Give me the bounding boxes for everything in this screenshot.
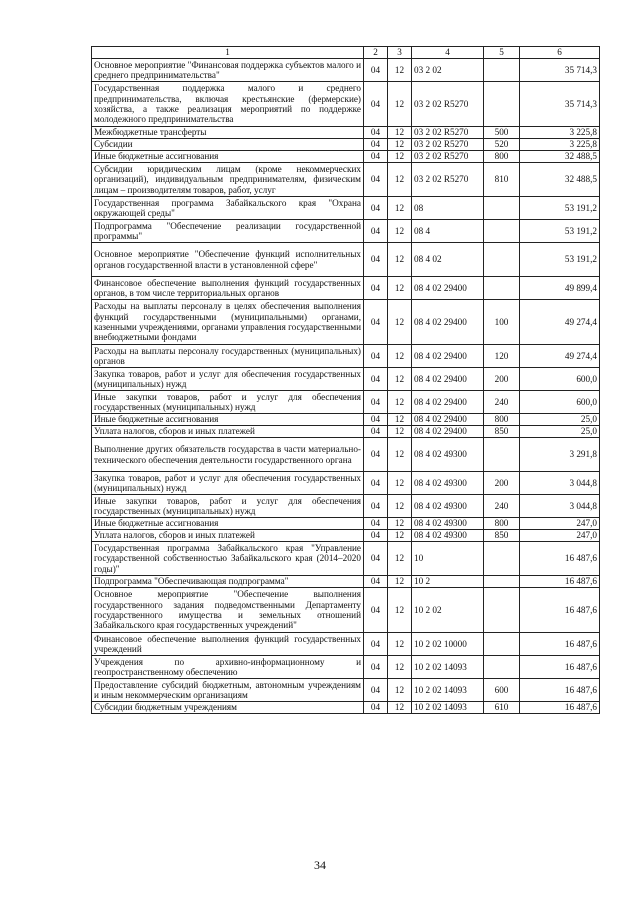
- budget-table: [91, 46, 600, 714]
- expense-type-cell: 610: [484, 702, 520, 714]
- amount-cell: 16 487,6: [520, 679, 600, 702]
- expense-type-cell: [484, 656, 520, 679]
- row-name-cell: Иные бюджетные ассигнования: [92, 414, 364, 426]
- target-code-cell: 08 4 02: [412, 243, 484, 277]
- amount-cell: 3 044,8: [520, 472, 600, 495]
- amount-cell: 53 191,2: [520, 243, 600, 277]
- subsection-cell: 12: [388, 414, 412, 426]
- column-header: 1: [92, 47, 364, 59]
- expense-type-cell: [484, 243, 520, 277]
- section-cell: 04: [364, 127, 388, 139]
- table-row: [92, 220, 600, 243]
- target-code-cell: 10: [412, 542, 484, 576]
- amount-cell: 247,0: [520, 518, 600, 530]
- row-name-cell: Субсидии юридическим лицам (кроме некоммерческих организаций), индивидуальным предпринимателям, физическим лицам – производителям товаров, работ, услуг: [92, 163, 364, 197]
- table-row: [92, 518, 600, 530]
- expense-type-cell: 800: [484, 518, 520, 530]
- table-row: [92, 679, 600, 702]
- table-row: [92, 588, 600, 633]
- amount-cell: 32 488,5: [520, 163, 600, 197]
- expense-type-cell: 600: [484, 679, 520, 702]
- subsection-cell: 12: [388, 197, 412, 220]
- amount-cell: 600,0: [520, 391, 600, 414]
- row-name-cell: Субсидии: [92, 139, 364, 151]
- subsection-cell: 12: [388, 588, 412, 633]
- expense-type-cell: [484, 576, 520, 588]
- expense-type-cell: 800: [484, 414, 520, 426]
- table-row: [92, 391, 600, 414]
- amount-cell: 600,0: [520, 368, 600, 391]
- subsection-cell: 12: [388, 277, 412, 300]
- expense-type-cell: [484, 542, 520, 576]
- target-code-cell: 03 2 02 R5270: [412, 151, 484, 163]
- subsection-cell: 12: [388, 426, 412, 438]
- target-code-cell: 03 2 02 R5270: [412, 163, 484, 197]
- amount-cell: 16 487,6: [520, 702, 600, 714]
- amount-cell: 25,0: [520, 414, 600, 426]
- row-name-cell: Иные бюджетные ассигнования: [92, 151, 364, 163]
- subsection-cell: 12: [388, 576, 412, 588]
- section-cell: 04: [364, 345, 388, 368]
- row-name-cell: Иные закупки товаров, работ и услуг для обеспечения государственных (муниципальных) нужд: [92, 391, 364, 414]
- section-cell: 04: [364, 220, 388, 243]
- row-name-cell: Иные закупки товаров, работ и услуг для обеспечения государственных (муниципальных) нужд: [92, 495, 364, 518]
- section-cell: 04: [364, 426, 388, 438]
- subsection-cell: 12: [388, 495, 412, 518]
- row-name-cell: Учреждения по архивно-информационному и геопространственному обеспечению: [92, 656, 364, 679]
- subsection-cell: 12: [388, 656, 412, 679]
- row-name-cell: Основное мероприятие "Обеспечение функций исполнительных органов государственной власти в установленной сфере": [92, 243, 364, 277]
- subsection-cell: 12: [388, 139, 412, 151]
- section-cell: 04: [364, 472, 388, 495]
- expense-type-cell: 100: [484, 300, 520, 345]
- target-code-cell: 08 4 02 49300: [412, 530, 484, 542]
- row-name-cell: Закупка товаров, работ и услуг для обеспечения государственных (муниципальных) нужд: [92, 368, 364, 391]
- row-name-cell: Государственная программа Забайкальского края "Управление государственной собственностью Забайкальского края (2014–2020 годы)": [92, 542, 364, 576]
- page-number: 34: [314, 858, 326, 872]
- column-header: 3: [388, 47, 412, 59]
- expense-type-cell: [484, 438, 520, 472]
- subsection-cell: 12: [388, 702, 412, 714]
- amount-cell: 32 488,5: [520, 151, 600, 163]
- column-header: 6: [520, 47, 600, 59]
- table-row: [92, 542, 600, 576]
- expense-type-cell: 850: [484, 426, 520, 438]
- target-code-cell: 08 4 02 49300: [412, 518, 484, 530]
- target-code-cell: 03 2 02 R5270: [412, 82, 484, 127]
- expense-type-cell: [484, 197, 520, 220]
- row-name-cell: Основное мероприятие "Финансовая поддержка субъектов малого и среднего предпринимательства": [92, 59, 364, 82]
- section-cell: 04: [364, 679, 388, 702]
- row-name-cell: Расходы на выплаты персоналу в целях обеспечения выполнения функций государственными (муниципальными) органами, казенными учреждениями, органами управления государственными внебюджетными фондами: [92, 300, 364, 345]
- amount-cell: 49 274,4: [520, 345, 600, 368]
- section-cell: 04: [364, 542, 388, 576]
- expense-type-cell: [484, 633, 520, 656]
- expense-type-cell: 240: [484, 495, 520, 518]
- table-row: [92, 495, 600, 518]
- subsection-cell: 12: [388, 472, 412, 495]
- amount-cell: 3 291,8: [520, 438, 600, 472]
- target-code-cell: 10 2 02 14093: [412, 656, 484, 679]
- amount-cell: 3 044,8: [520, 495, 600, 518]
- section-cell: 04: [364, 518, 388, 530]
- target-code-cell: 03 2 02 R5270: [412, 139, 484, 151]
- section-cell: 04: [364, 163, 388, 197]
- subsection-cell: 12: [388, 300, 412, 345]
- target-code-cell: 10 2 02 14093: [412, 679, 484, 702]
- row-name-cell: Иные бюджетные ассигнования: [92, 518, 364, 530]
- amount-cell: 16 487,6: [520, 542, 600, 576]
- table-row: [92, 633, 600, 656]
- row-name-cell: Государственная поддержка малого и среднего предпринимательства, включая крестьянские (фермерские) хозяйства, а также реализация мероприятий по поддержке молодежного предпринимательства: [92, 82, 364, 127]
- amount-cell: 16 487,6: [520, 633, 600, 656]
- row-name-cell: Финансовое обеспечение выполнения функций государственных органов, в том числе территориальных органов: [92, 277, 364, 300]
- target-code-cell: 08 4 02 49300: [412, 472, 484, 495]
- section-cell: 04: [364, 151, 388, 163]
- row-name-cell: Уплата налогов, сборов и иных платежей: [92, 426, 364, 438]
- target-code-cell: 10 2 02 10000: [412, 633, 484, 656]
- amount-cell: 16 487,6: [520, 576, 600, 588]
- section-cell: 04: [364, 576, 388, 588]
- row-name-cell: Основное мероприятие "Обеспечение выполнения государственного задания подведомственными Департаменту государственного имущества и земельных отношений Забайкальского края государственных учреждений": [92, 588, 364, 633]
- table-row: [92, 576, 600, 588]
- subsection-cell: 12: [388, 679, 412, 702]
- subsection-cell: 12: [388, 345, 412, 368]
- target-code-cell: 08: [412, 197, 484, 220]
- subsection-cell: 12: [388, 220, 412, 243]
- table-row: [92, 243, 600, 277]
- table-row: [92, 702, 600, 714]
- target-code-cell: 08 4 02 29400: [412, 368, 484, 391]
- subsection-cell: 12: [388, 127, 412, 139]
- target-code-cell: 08 4 02 29400: [412, 391, 484, 414]
- expense-type-cell: 500: [484, 127, 520, 139]
- subsection-cell: 12: [388, 438, 412, 472]
- expense-type-cell: [484, 220, 520, 243]
- section-cell: 04: [364, 633, 388, 656]
- expense-type-cell: 120: [484, 345, 520, 368]
- subsection-cell: 12: [388, 82, 412, 127]
- column-header: 5: [484, 47, 520, 59]
- target-code-cell: 08 4 02 49300: [412, 495, 484, 518]
- table-row: [92, 345, 600, 368]
- row-name-cell: Предоставление субсидий бюджетным, автономным учреждениям и иным некоммерческим организациям: [92, 679, 364, 702]
- amount-cell: 25,0: [520, 426, 600, 438]
- subsection-cell: 12: [388, 518, 412, 530]
- table-header-row: [92, 47, 600, 59]
- section-cell: 04: [364, 391, 388, 414]
- row-name-cell: Уплата налогов, сборов и иных платежей: [92, 530, 364, 542]
- section-cell: 04: [364, 300, 388, 345]
- section-cell: 04: [364, 82, 388, 127]
- section-cell: 04: [364, 414, 388, 426]
- target-code-cell: 08 4 02 29400: [412, 300, 484, 345]
- row-name-cell: Межбюджетные трансферты: [92, 127, 364, 139]
- amount-cell: 16 487,6: [520, 656, 600, 679]
- table-row: [92, 300, 600, 345]
- row-name-cell: Подпрограмма "Обеспечивающая подпрограмма": [92, 576, 364, 588]
- subsection-cell: 12: [388, 633, 412, 656]
- amount-cell: 3 225,8: [520, 127, 600, 139]
- row-name-cell: Субсидии бюджетным учреждениям: [92, 702, 364, 714]
- expense-type-cell: [484, 588, 520, 633]
- subsection-cell: 12: [388, 59, 412, 82]
- table-row: [92, 277, 600, 300]
- expense-type-cell: [484, 59, 520, 82]
- subsection-cell: 12: [388, 151, 412, 163]
- section-cell: 04: [364, 588, 388, 633]
- subsection-cell: 12: [388, 243, 412, 277]
- section-cell: 04: [364, 197, 388, 220]
- table-row: [92, 127, 600, 139]
- target-code-cell: 10 2 02 14093: [412, 702, 484, 714]
- table-row: [92, 426, 600, 438]
- expense-type-cell: 200: [484, 368, 520, 391]
- amount-cell: 3 225,8: [520, 139, 600, 151]
- table-row: [92, 59, 600, 82]
- amount-cell: 49 274,4: [520, 300, 600, 345]
- table-row: [92, 530, 600, 542]
- table-row: [92, 656, 600, 679]
- amount-cell: 49 899,4: [520, 277, 600, 300]
- table-body: [92, 59, 600, 714]
- section-cell: 04: [364, 139, 388, 151]
- target-code-cell: 10 2: [412, 576, 484, 588]
- subsection-cell: 12: [388, 542, 412, 576]
- expense-type-cell: 520: [484, 139, 520, 151]
- table-row: [92, 139, 600, 151]
- expense-type-cell: 810: [484, 163, 520, 197]
- table-row: [92, 368, 600, 391]
- row-name-cell: Расходы на выплаты персоналу государственных (муниципальных) органов: [92, 345, 364, 368]
- table-row: [92, 151, 600, 163]
- table-row: [92, 197, 600, 220]
- section-cell: 04: [364, 438, 388, 472]
- row-name-cell: Финансовое обеспечение выполнения функций государственных учреждений: [92, 633, 364, 656]
- column-header: 4: [412, 47, 484, 59]
- section-cell: 04: [364, 656, 388, 679]
- amount-cell: 35 714,3: [520, 82, 600, 127]
- target-code-cell: 08 4 02 49300: [412, 438, 484, 472]
- expense-type-cell: 800: [484, 151, 520, 163]
- section-cell: 04: [364, 277, 388, 300]
- table-row: [92, 472, 600, 495]
- column-header: 2: [364, 47, 388, 59]
- target-code-cell: 03 2 02 R5270: [412, 127, 484, 139]
- table-row: [92, 438, 600, 472]
- table-row: [92, 414, 600, 426]
- target-code-cell: 08 4 02 29400: [412, 345, 484, 368]
- expense-type-cell: [484, 277, 520, 300]
- amount-cell: 35 714,3: [520, 59, 600, 82]
- expense-type-cell: 850: [484, 530, 520, 542]
- subsection-cell: 12: [388, 368, 412, 391]
- target-code-cell: 08 4 02 29400: [412, 426, 484, 438]
- section-cell: 04: [364, 59, 388, 82]
- table-row: [92, 82, 600, 127]
- target-code-cell: 08 4: [412, 220, 484, 243]
- subsection-cell: 12: [388, 391, 412, 414]
- section-cell: 04: [364, 368, 388, 391]
- subsection-cell: 12: [388, 530, 412, 542]
- expense-type-cell: [484, 82, 520, 127]
- section-cell: 04: [364, 243, 388, 277]
- amount-cell: 247,0: [520, 530, 600, 542]
- section-cell: 04: [364, 530, 388, 542]
- amount-cell: 16 487,6: [520, 588, 600, 633]
- target-code-cell: 03 2 02: [412, 59, 484, 82]
- expense-type-cell: 200: [484, 472, 520, 495]
- target-code-cell: 08 4 02 29400: [412, 414, 484, 426]
- row-name-cell: Выполнение других обязательств государства в части материально-технического обеспечения деятельности государственного органа: [92, 438, 364, 472]
- section-cell: 04: [364, 702, 388, 714]
- amount-cell: 53 191,2: [520, 220, 600, 243]
- row-name-cell: Закупка товаров, работ и услуг для обеспечения государственных (муниципальных) нужд: [92, 472, 364, 495]
- row-name-cell: Подпрограмма "Обеспечение реализации государственной программы": [92, 220, 364, 243]
- amount-cell: 53 191,2: [520, 197, 600, 220]
- target-code-cell: 08 4 02 29400: [412, 277, 484, 300]
- table-row: [92, 163, 600, 197]
- row-name-cell: Государственная программа Забайкальского края "Охрана окружающей среды": [92, 197, 364, 220]
- subsection-cell: 12: [388, 163, 412, 197]
- section-cell: 04: [364, 495, 388, 518]
- target-code-cell: 10 2 02: [412, 588, 484, 633]
- expense-type-cell: 240: [484, 391, 520, 414]
